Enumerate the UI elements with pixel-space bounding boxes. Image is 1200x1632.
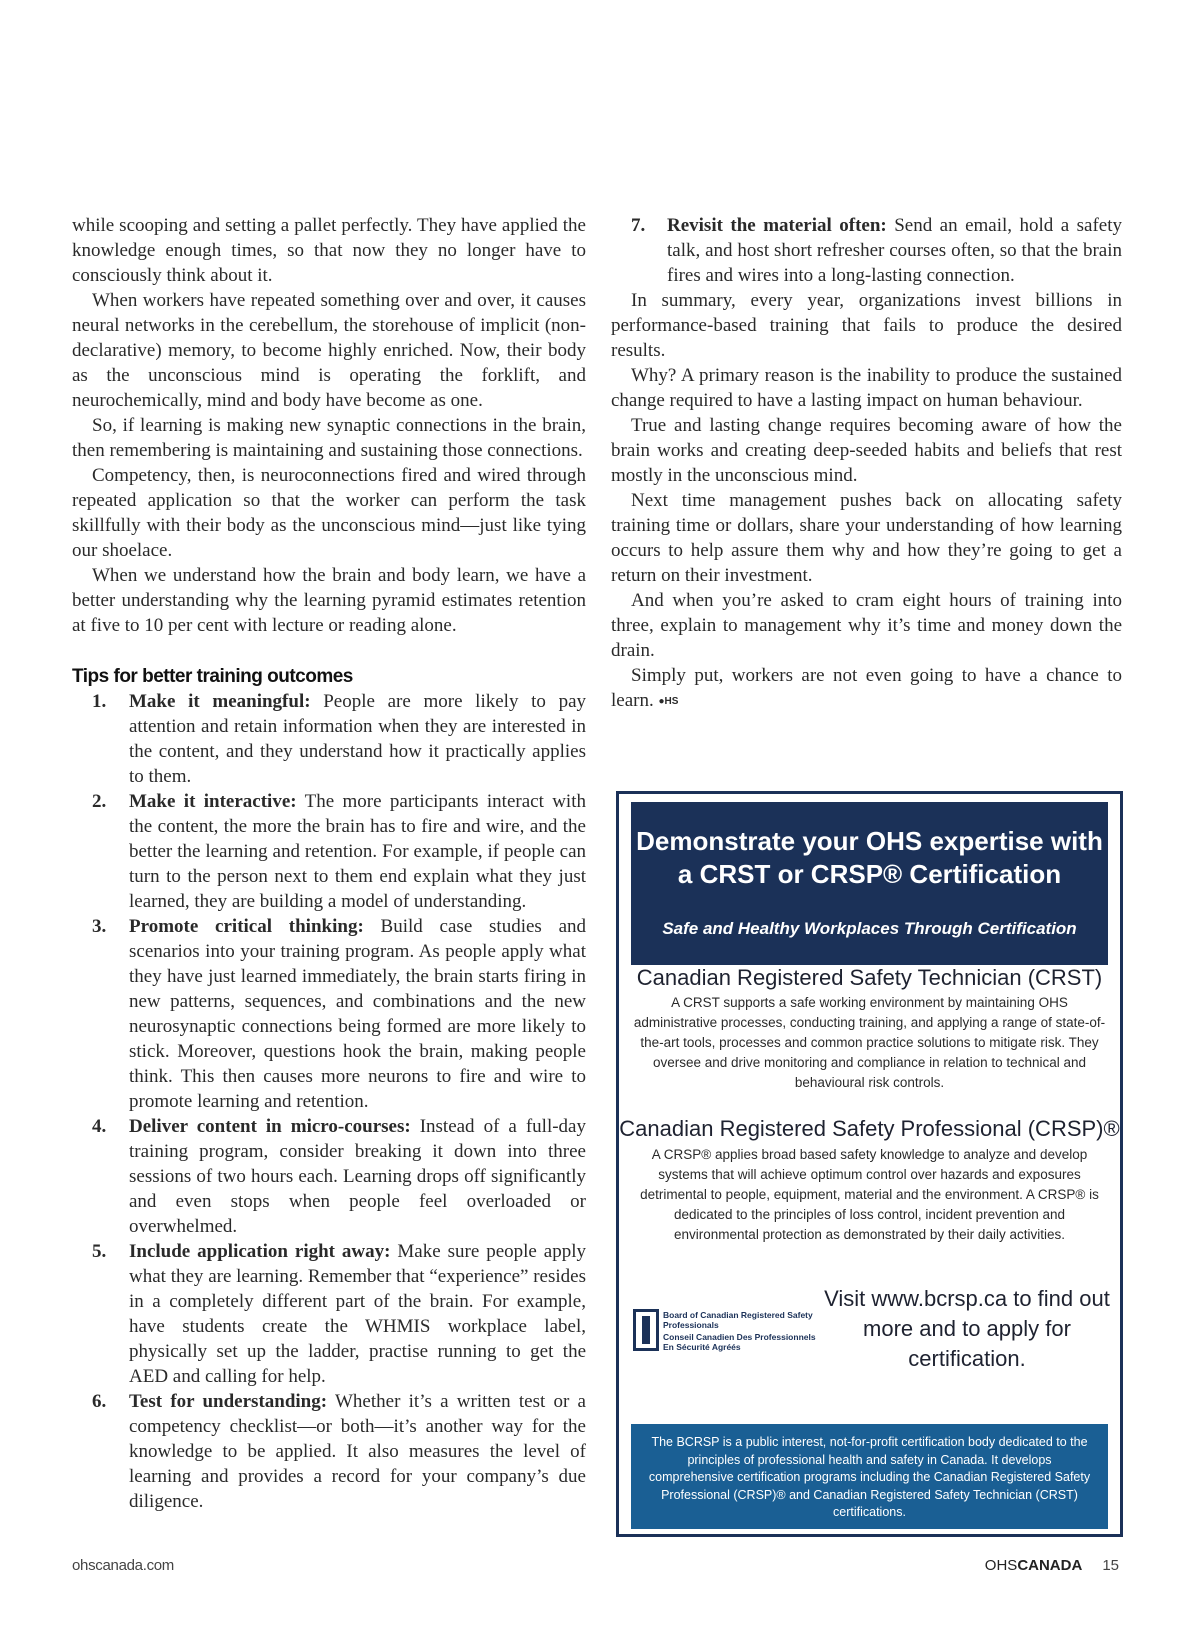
tip-lead: Revisit the material often: (667, 215, 887, 236)
paragraph: True and lasting change requires becoming aware of how the brain works and creating deep-seeded habits and beliefs that rest mostly in the unconscious mind. (611, 415, 1122, 486)
ad-footer-panel: The BCRSP is a public interest, not-for-profit certification body dedicated to the principles of professional health and safety in Canada. It develops comprehensive certification programs including the Canadian Registered Safety Professional (CRSP)® and Canadian Registered Safety Technician (CRST) certifications. (631, 1424, 1108, 1529)
ad-headline: Demonstrate your OHS expertise with a CRST or CRSP® Certification (636, 826, 1103, 889)
paragraph: Why? A primary reason is the inability to produce the sustained change required to have a lasting impact on human behaviour. (611, 365, 1122, 411)
end-mark-icon: ●HS (658, 696, 679, 707)
tip-number: 5. (92, 1241, 107, 1262)
tip-number: 3. (92, 916, 107, 937)
crsp-title: Canadian Registered Safety Professional (CRSP)® (619, 1116, 1120, 1141)
tip-text: Whether it’s a written test or a competency checklist—or both—it’s another way for the knowledge to be applied. It also measures the level of learning and provides a record for your company’s due diligence. (129, 1391, 586, 1512)
list-item (72, 914, 586, 1114)
tip-number: 4. (92, 1116, 107, 1137)
ad-tagline: Safe and Healthy Workplaces Through Certification (662, 919, 1077, 938)
crst-title: Canadian Registered Safety Technician (CRST) (636, 965, 1103, 990)
article-left-column (72, 213, 586, 1514)
paragraph: And when you’re asked to cram eight hours of training into three, explain to management why it’s time and money down the drain. (611, 590, 1122, 661)
tip-text: The more participants interact with the content, the more the brain has to fire and wire, and the better the learning and retention. For example, if people can turn to the person next to them end explain what they just learned, they are building a model of understanding. (129, 791, 586, 912)
visit-website-callout: Visit www.bcrsp.ca to find out more and to apply for certification. (824, 1286, 1110, 1371)
bcrsp-logo-icon (633, 1309, 659, 1351)
tip-number: 7. (631, 215, 646, 236)
list-item (72, 689, 586, 789)
footer-brand-canada: CANADA (1017, 1557, 1083, 1574)
tip-text: People are more likely to pay attention and retain information when they are interested in the content, and they understand how it practically applies to them. (129, 691, 586, 787)
tip-lead: Promote critical thinking: (129, 916, 364, 937)
list-item (72, 789, 586, 914)
tip-number: 2. (92, 791, 107, 812)
tip-lead: Make it meaningful: (129, 691, 311, 712)
footer-brand-page (985, 1557, 1119, 1574)
paragraph: So, if learning is making new synaptic connections in the brain, then remembering is maintaining and sustaining those connections. (72, 415, 586, 461)
tip-text: Send an email, hold a safety talk, and host short refresher courses often, so that the brain fires and wires into a long-lasting connection. (667, 215, 1123, 286)
ad-header-banner (631, 802, 1108, 965)
tip-number: 6. (92, 1391, 107, 1412)
tip-lead: Make it interactive: (129, 791, 297, 812)
tip-lead: Include application right away: (129, 1241, 391, 1262)
tip-text: Make sure people apply what they are learning. Remember that “experience” resides in a completely different part of the brain. For example, have students create the WHMIS workplace label, physically set up the ladder, practise running to get the AED and calling for help. (129, 1241, 586, 1387)
list-item (611, 213, 1122, 288)
tip-text: Build case studies and scenarios into your training program. As people apply what they have just learned immediately, the brain starts firing in new patterns, sequences, and combinations and the new neurosynaptic connections being formed are more likely to stick. Moreover, questions hook the brain, making people think. This then causes more neurons to fire and wire to promote learning and retention. (129, 916, 587, 1112)
page-number: 15 (1102, 1557, 1119, 1574)
tip-text: Instead of a full-day training program, consider breaking it down into three sessions of two hours each. Learning drops off significantly and even stops when people feel overloaded or overwhelmed. (129, 1116, 586, 1237)
tip-number: 1. (92, 691, 107, 712)
footer-site: ohscanada.com (72, 1557, 175, 1574)
paragraph-text: Simply put, workers are not even going to have a chance to learn. (611, 665, 1122, 711)
article-right-column (611, 213, 1122, 714)
list-item (72, 1239, 586, 1389)
paragraph: When workers have repeated something over and over, it causes neural networks in the cerebellum, the storehouse of implicit (non-declarative) memory, to become highly enriched. Now, their body as the unconscious mind is operating the forklift, and neurochemically, mind and body have become as one. (72, 290, 586, 411)
tips-list (72, 689, 586, 1514)
bcrsp-logo (633, 1304, 823, 1360)
logo-text-french: Conseil Canadien Des Professionnels En Sécurité Agréés (663, 1332, 816, 1352)
section-heading: Tips for better training outcomes (72, 666, 353, 687)
paragraph: When we understand how the brain and body learn, we have a better understanding why the learning pyramid estimates retention at five to 10 per cent with lecture or reading alone. (72, 565, 586, 636)
tip-lead: Test for understanding: (129, 1391, 328, 1412)
paragraph: while scooping and setting a pallet perfectly. They have applied the knowledge enough times, so that now they no longer have to consciously think about it. (72, 215, 586, 286)
paragraph: In summary, every year, organizations invest billions in performance-based training that fails to produce the desired results. (611, 290, 1122, 361)
list-item (72, 1389, 586, 1514)
paragraph-final (611, 663, 1122, 714)
paragraph: Competency, then, is neuroconnections fired and wired through repeated application so that the worker can perform the task skillfully with their body as the unconscious mind—just like tying our shoelace. (72, 465, 586, 561)
crsp-description: A CRSP® applies broad based safety knowledge to analyze and develop systems that will achieve optimum control over hazards and exposures detrimental to people, equipment, material and the environment. A CRSP® is dedicated to the principles of loss control, incident prevention and environmental protection as demonstrated by their daily activities. (640, 1147, 1099, 1242)
logo-text-english: Board of Canadian Registered Safety Professionals (663, 1310, 813, 1330)
list-item (72, 1114, 586, 1239)
bcrsp-advertisement (616, 791, 1123, 1537)
tip-lead: Deliver content in micro-courses: (129, 1116, 411, 1137)
paragraph: Next time management pushes back on allocating safety training time or dollars, share your understanding of how learning occurs to help assure them why and how they’re going to get a return on their investment. (611, 490, 1122, 586)
footer-brand-ohs: OHS (984, 1557, 1018, 1574)
tips-list-continued (611, 213, 1122, 288)
crst-description: A CRST supports a safe working environment by maintaining OHS administrative processes, conducting training, and applying a range of state-of-the-art tools, processes and common practice solutions to mitigate risk. They oversee and drive monitoring and compliance in relation to technical and behavioural risk controls. (633, 995, 1106, 1090)
